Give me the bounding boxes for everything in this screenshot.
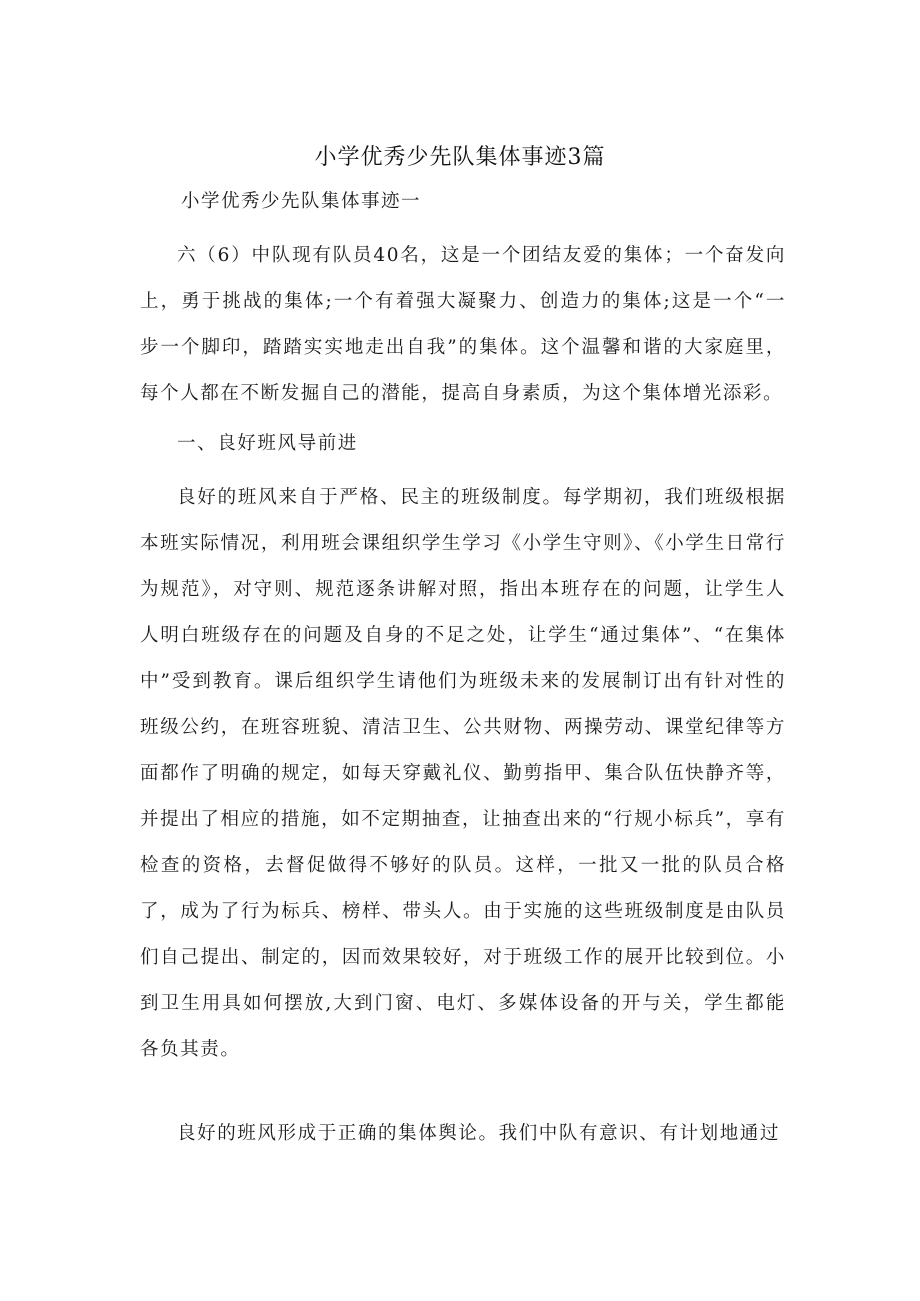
section-heading: 一、良好班风导前进 (177, 433, 358, 454)
paragraph-public-opinion: 良好的班风形成于正确的集体舆论。我们中队有意识、有计划地通过 (177, 1123, 781, 1144)
paragraph-class-rules: 良好的班风来自于严格、民主的班级制度。每学期初，我们班级根据本班实际情况，利用班会课组织学生学习《小学生守则》、《小学生日常行为规范》，对守则、规范逐条讲解对照，指出本班存在的问题，让学生人人明白班级存在的问题及自身的不足之处，让学生“通过集体”、“在集体中”受到教育。课后组织学生请他们为班级未来的发展制订出有针对性的班级公约，在班容班貌、清洁卫生、公共财物、两操劳动、课堂纪律等方面都作了明确的规定，如每天穿戴礼仪、勤剪指甲、集合队伍快静齐等，并提出了相应的措施，如不定期抽查，让抽查出来的“行规小标兵”，享有检查的资格，去督促做得不够好的队员。这样，一批又一批的队员合格了，成为了行为标兵、榜样、带头人。由于实施的这些班级制度是由队员们自己提出、制定的，因而效果较好，对于班级工作的展开比较到位。小到卫生用具如何摆放,大到门窗、电灯、多媒体设备的开与关，学生都能各负其责。 (140, 487, 786, 1060)
document-title: 小学优秀少先队集体事迹3篇 (314, 145, 606, 170)
paragraph-intro: 六（6）中队现有队员40名，这是一个团结友爱的集体；一个奋发向上，勇于挑战的集体;一个有着强大凝聚力、创造力的集体;这是一个“一步一个脚印，踏踏实实地走出自我”的集体。这个温馨和谐的大家庭里，每个人都在不断发掘自己的潜能，提高自身素质，为这个集体增光添彩。 (140, 245, 786, 404)
document-subtitle: 小学优秀少先队集体事迹一 (181, 191, 422, 212)
